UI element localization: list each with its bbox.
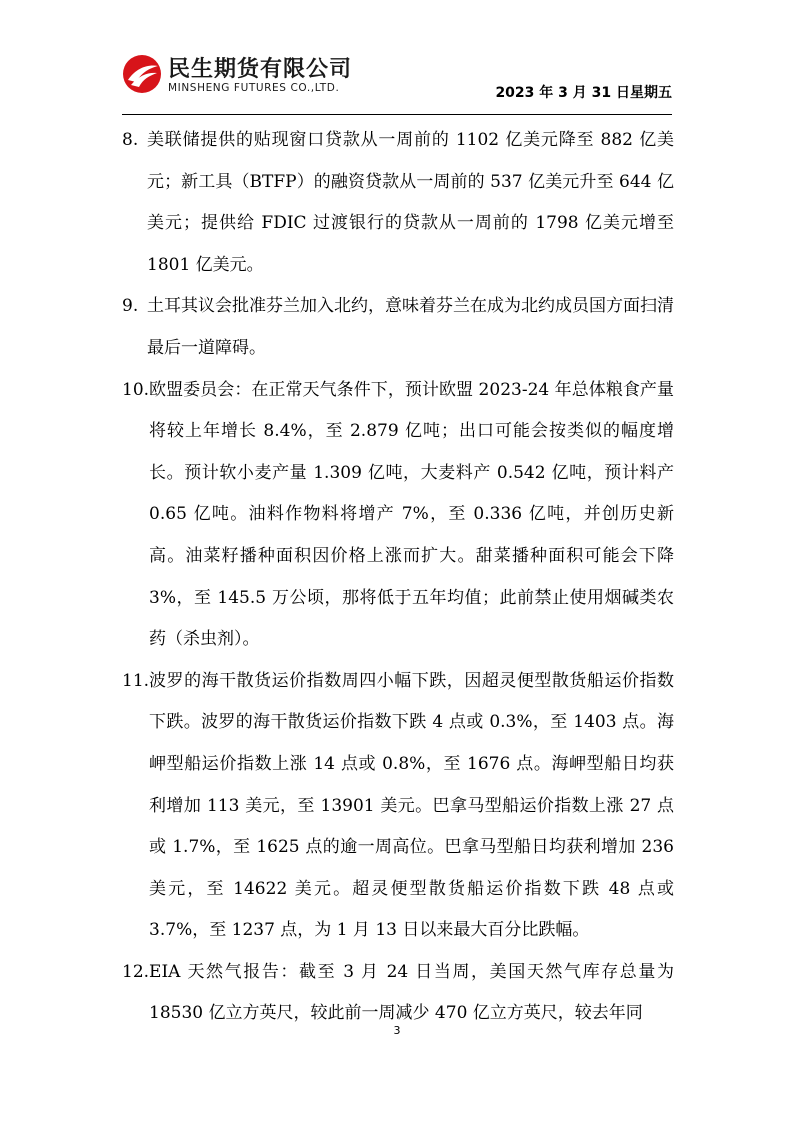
item-number: 10.	[122, 379, 150, 400]
item-number: 9.	[122, 296, 139, 317]
list-item	[122, 370, 674, 661]
header-divider	[122, 114, 672, 115]
company-name-cn: 民生期货有限公司	[168, 57, 353, 82]
report-date: 2023 年 3 月 31 日星期五	[495, 85, 672, 101]
item-text: EIA 天然气报告：截至 3 月 24 日当周，美国天然气库存总量为 18530 亿立方英尺，较此前一周减少 470 亿立方英尺，较去年同	[149, 961, 674, 1024]
list-item	[122, 286, 674, 369]
item-number: 8.	[122, 130, 139, 150]
item-text: 美联储提供的贴现窗口贷款从一周前的 1102 亿美元降至 882 亿美元；新工具（BTFP）的融资贷款从一周前的 537 亿美元升至 644 亿美元；提供给 FDIC 过渡银行的贷款从一周前的 1798 亿美元增至 1801 亿美元。	[147, 130, 674, 275]
item-text: 土耳其议会批准芬兰加入北约，意味着芬兰在成为北约成员国方面扫清最后一道障碍。	[147, 296, 674, 358]
company-name-en: MINSHENG FUTURES CO.,LTD.	[168, 82, 340, 94]
news-list	[122, 120, 674, 1035]
item-number: 11.	[122, 670, 150, 691]
page-header	[0, 0, 794, 120]
item-number: 12.	[122, 961, 150, 982]
list-item	[122, 952, 674, 1035]
company-logo	[122, 52, 372, 102]
list-item	[122, 120, 674, 286]
list-item	[122, 661, 674, 952]
item-text: 波罗的海干散货运价指数周四小幅下跌，因超灵便型散货船运价指数下跌。波罗的海干散货运价指数下跌 4 点或 0.3%，至 1403 点。海岬型船运价指数上涨 14 点或 0.8%，至 1676 点。海岬型船日均获利增加 113 美元，至 13901 美元。巴拿马型船运价指数上涨 27 点或 1.7%，至 1625 点的逾一周高位。巴拿马型船日均获利增加 236 美元，至 14622 美元。超灵便型散货船运价指数下跌 48 点或 3.7%，至 1237 点，为 1 月 13 日以来最大百分比跌幅。	[149, 670, 674, 941]
minsheng-logo-icon	[122, 54, 162, 94]
page-number: 3	[393, 1024, 401, 1037]
item-text: 欧盟委员会：在正常天气条件下，预计欧盟 2023-24 年总体粮食产量将较上年增长 8.4%，至 2.879 亿吨；出口可能会按类似的幅度增长。预计软小麦产量 1.309 亿吨，大麦料产 0.542 亿吨，预计料产 0.65 亿吨。油料作物料将增产 7%，至 0.336 亿吨，并创历史新高。油菜籽播种面积因价格上涨而扩大。甜菜播种面积可能会下降 3%，至 145.5 万公顷，那将低于五年均值；此前禁止使用烟碱类农药（杀虫剂）。	[149, 379, 674, 650]
